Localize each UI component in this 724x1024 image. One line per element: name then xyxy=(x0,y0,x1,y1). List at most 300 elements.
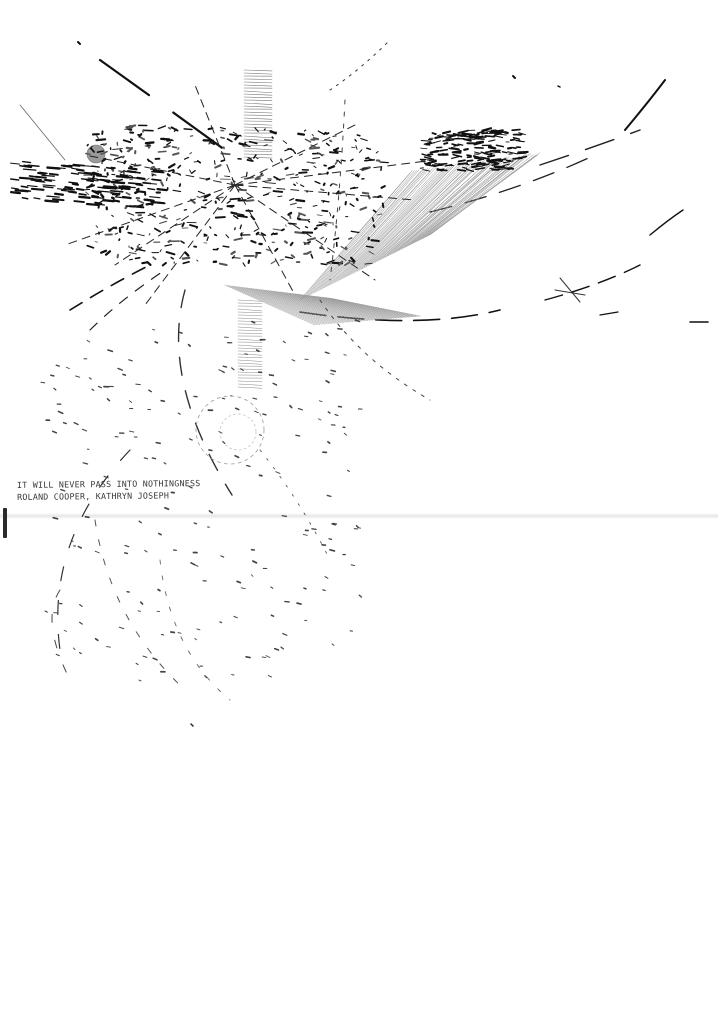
scribble-mark xyxy=(161,182,163,185)
scribble-mark xyxy=(346,247,347,248)
dash-band xyxy=(88,178,97,179)
scatter-dot xyxy=(274,397,277,398)
scribble-mark xyxy=(203,200,206,201)
stray-mark xyxy=(513,76,515,78)
scatter-dot xyxy=(141,602,143,604)
scatter-dot xyxy=(80,605,83,607)
scribble-mark xyxy=(255,128,258,132)
hatch-line xyxy=(238,363,262,364)
scribble-mark xyxy=(280,259,283,260)
scribble-mark xyxy=(307,252,310,254)
scribble-mark xyxy=(167,140,172,141)
scribble-mark xyxy=(317,215,322,216)
dash-band xyxy=(74,201,84,202)
scribble-mark xyxy=(329,166,334,168)
pencil-line xyxy=(20,105,65,160)
hatch-line xyxy=(238,327,262,329)
scribble-mark xyxy=(443,132,450,134)
scatter-dot xyxy=(108,350,112,351)
scribble-mark xyxy=(462,136,469,137)
scribble-mark xyxy=(181,241,184,243)
scribble-mark xyxy=(164,138,165,139)
dash-band xyxy=(153,202,164,203)
scribble-mark xyxy=(272,137,273,138)
dash-band xyxy=(120,188,130,189)
scribble-mark xyxy=(298,218,301,219)
scribble-mark xyxy=(153,257,155,259)
scatter-dot xyxy=(328,412,330,413)
scribble-mark xyxy=(216,217,225,218)
hatch-line xyxy=(244,73,272,74)
dash-band xyxy=(20,178,33,179)
scribble-mark xyxy=(286,174,293,175)
dash-band xyxy=(48,168,60,169)
scribble-mark xyxy=(142,262,147,263)
dash-band xyxy=(148,189,155,190)
scatter-dot xyxy=(197,629,200,630)
dash-band xyxy=(147,200,154,201)
scribble-mark xyxy=(225,176,230,177)
scribble-mark xyxy=(127,213,133,215)
dash-band xyxy=(36,177,46,178)
scribble-mark xyxy=(298,134,304,135)
dash-band xyxy=(137,178,144,179)
scribble-mark xyxy=(286,257,293,258)
scatter-dot xyxy=(332,524,335,525)
scribble-mark xyxy=(282,229,284,230)
scribble-mark xyxy=(321,264,326,265)
scribble-mark xyxy=(184,210,186,211)
scribble-mark xyxy=(467,155,471,156)
hatch-line xyxy=(238,309,262,311)
scatter-dot xyxy=(318,419,321,420)
scribble-mark xyxy=(313,158,320,159)
scribble-mark xyxy=(98,151,104,152)
scribble-mark xyxy=(298,214,299,217)
dash-band xyxy=(11,179,19,180)
scatter-dot xyxy=(257,350,259,351)
scribble-mark xyxy=(87,246,93,248)
scatter-dot xyxy=(136,663,138,664)
scatter-dot xyxy=(64,423,67,424)
scatter-dot xyxy=(332,644,334,646)
scribble-mark xyxy=(285,225,286,227)
scribble-mark xyxy=(113,149,123,150)
scribble-mark xyxy=(123,157,124,158)
hatch-line xyxy=(238,357,262,358)
scatter-dot xyxy=(298,409,302,410)
dash-band xyxy=(122,177,127,178)
hatch-line xyxy=(238,348,262,349)
scribble-mark xyxy=(166,231,169,233)
scribble-mark xyxy=(169,128,171,129)
scribble-mark xyxy=(207,237,208,241)
scatter-dot xyxy=(308,332,311,333)
dash-band xyxy=(42,175,54,176)
scribble-mark xyxy=(308,238,315,240)
scatter-dot xyxy=(253,561,256,563)
scribble-mark xyxy=(198,191,204,193)
scatter-dot xyxy=(325,352,329,353)
scatter-dot xyxy=(331,370,335,371)
scatter-dot xyxy=(180,332,182,333)
scatter-dot xyxy=(219,431,222,433)
scribble-mark xyxy=(333,184,337,185)
scatter-dot xyxy=(251,575,253,577)
scribble-mark xyxy=(454,152,458,153)
dash-band xyxy=(55,194,63,195)
scribble-mark xyxy=(173,153,178,155)
scribble-mark xyxy=(327,252,329,253)
scribble-mark xyxy=(239,190,246,191)
scribble-mark xyxy=(289,213,292,215)
scribble-mark xyxy=(285,241,287,242)
scribble-mark xyxy=(233,132,237,134)
scribble-mark xyxy=(241,176,246,177)
scribble-mark xyxy=(138,244,140,245)
dash-band xyxy=(77,189,84,190)
scribble-mark xyxy=(321,237,324,239)
scribble-mark xyxy=(301,185,304,187)
scatter-dot xyxy=(96,639,98,640)
scribble-mark xyxy=(210,227,211,228)
scribble-mark xyxy=(458,170,465,171)
scan-fold-line xyxy=(0,513,718,519)
scribble-mark xyxy=(112,215,114,216)
scribble-mark xyxy=(475,152,481,154)
scatter-dot xyxy=(297,603,301,604)
scribble-mark xyxy=(351,231,359,232)
dash-band xyxy=(123,197,130,198)
scatter-dot xyxy=(164,463,166,464)
dash-band xyxy=(28,186,38,187)
scribble-mark xyxy=(373,218,374,221)
scribble-mark xyxy=(459,160,465,161)
hatch-line xyxy=(238,318,262,319)
dash-band xyxy=(128,171,136,172)
scatter-dot xyxy=(234,616,237,617)
radial-ray xyxy=(235,185,375,280)
radial-ray xyxy=(235,185,295,295)
scribble-mark xyxy=(447,135,454,136)
scribble-mark xyxy=(130,175,133,176)
scribble-mark xyxy=(486,131,493,132)
scatter-dot xyxy=(255,411,259,412)
sweep-arc xyxy=(600,312,618,315)
scatter-dot xyxy=(266,656,270,658)
scribble-mark xyxy=(314,138,318,139)
dash-band xyxy=(50,174,58,175)
dotted-thread xyxy=(330,40,390,90)
dash-band xyxy=(53,199,64,200)
scribble-mark xyxy=(114,157,122,160)
scatter-dot xyxy=(143,656,147,657)
scribble-mark xyxy=(160,221,167,223)
scribble-mark xyxy=(489,147,495,148)
scribble-mark xyxy=(138,219,143,222)
scribble-mark xyxy=(296,182,297,183)
scribble-mark xyxy=(383,204,384,208)
scribble-mark xyxy=(283,141,287,144)
scatter-dot xyxy=(64,630,66,631)
scribble-mark xyxy=(380,162,388,163)
scatter-dot xyxy=(312,529,316,530)
dash-band xyxy=(12,188,19,189)
scribble-mark xyxy=(227,201,230,203)
scatter-dot xyxy=(268,676,271,677)
scribble-mark xyxy=(87,145,88,146)
scribble-mark xyxy=(318,154,324,155)
scribble-mark xyxy=(249,261,250,263)
scatter-dot xyxy=(323,590,325,591)
dash-band xyxy=(43,185,55,186)
scribble-mark xyxy=(356,174,358,175)
hatch-plane-line xyxy=(302,171,412,299)
sweep-arc xyxy=(90,270,165,330)
scribble-mark xyxy=(438,135,441,136)
dash-band xyxy=(11,192,20,193)
scribble-mark xyxy=(165,245,172,246)
dash-band xyxy=(71,173,78,174)
scribble-mark xyxy=(360,208,366,210)
scatter-dot xyxy=(319,401,322,402)
dash-band xyxy=(32,189,44,190)
dash-band xyxy=(21,186,27,187)
scribble-mark xyxy=(247,200,254,201)
scribble-mark xyxy=(421,140,430,141)
scatter-dot xyxy=(80,653,82,654)
dash-band xyxy=(152,179,161,180)
scatter-dot xyxy=(351,565,354,566)
scribble-mark xyxy=(339,207,340,211)
dash-band xyxy=(97,176,107,177)
dash-band xyxy=(111,191,123,192)
scribble-mark xyxy=(215,161,216,165)
scribble-mark xyxy=(271,260,276,263)
hatch-line xyxy=(238,354,262,355)
scatter-dot xyxy=(222,371,224,372)
scribble-mark xyxy=(351,159,353,160)
scribble-mark xyxy=(215,235,217,236)
hatch-line xyxy=(238,303,262,304)
scribble-mark xyxy=(220,128,225,129)
scatter-dot xyxy=(221,556,224,557)
dash-band xyxy=(11,163,20,164)
scribble-mark xyxy=(230,199,240,200)
scribble-mark xyxy=(197,197,200,198)
scatter-dot xyxy=(276,472,280,474)
dotted-thread xyxy=(330,100,345,280)
hatch-plane-line xyxy=(309,170,419,295)
scatter-dot xyxy=(178,633,181,634)
scatter-dot xyxy=(155,342,157,343)
scribble-mark xyxy=(288,223,296,224)
scatter-dot xyxy=(158,590,160,591)
scribble-mark xyxy=(477,142,483,143)
scribble-mark xyxy=(273,229,281,230)
scribble-mark xyxy=(184,129,192,130)
dash-band xyxy=(129,183,141,184)
dash-band xyxy=(158,189,167,190)
hatch-line xyxy=(244,154,272,155)
scribble-mark xyxy=(376,152,378,153)
pencil-circle xyxy=(196,396,264,464)
hatch-line xyxy=(244,148,272,150)
scribble-mark xyxy=(281,159,282,161)
hatch-plane-line xyxy=(401,158,511,249)
scribble-mark xyxy=(231,213,236,214)
scribble-mark xyxy=(321,246,324,249)
scribble-mark xyxy=(183,258,189,259)
hatch-line xyxy=(244,136,272,138)
hatch-plane-line xyxy=(340,167,450,280)
scatter-dot xyxy=(89,378,91,379)
scribble-mark xyxy=(508,168,511,169)
scribble-mark xyxy=(318,131,323,134)
hatch-line xyxy=(244,91,272,93)
scatter-dot xyxy=(329,539,332,540)
scatter-dot xyxy=(241,588,245,589)
hatch-line xyxy=(238,339,262,341)
scatter-dot xyxy=(178,413,180,414)
hatch-line xyxy=(238,321,262,322)
scribble-mark xyxy=(223,246,229,247)
scribble-mark xyxy=(178,166,180,168)
scribble-mark xyxy=(248,158,252,159)
dash-band xyxy=(62,190,73,191)
scribble-mark xyxy=(160,250,161,252)
scatter-dot xyxy=(125,553,128,554)
scribble-mark xyxy=(299,172,307,173)
scribble-mark xyxy=(136,258,140,259)
scribble-mark xyxy=(185,253,188,256)
scribble-mark xyxy=(432,133,435,134)
scribble-mark xyxy=(363,193,368,194)
scribble-mark xyxy=(163,263,166,265)
sweep-arc xyxy=(100,60,225,150)
scatter-dot xyxy=(149,390,152,392)
scribble-mark xyxy=(96,139,105,140)
scatter-dot xyxy=(161,401,164,402)
scatter-dot xyxy=(290,406,292,408)
scribble-mark xyxy=(291,243,293,245)
scatter-dot xyxy=(95,551,99,553)
scatter-dot xyxy=(195,638,197,639)
scatter-dot xyxy=(252,322,255,323)
scribble-mark xyxy=(192,171,195,174)
scribble-mark xyxy=(310,148,319,149)
scatter-dot xyxy=(236,408,239,409)
scribble-mark xyxy=(439,169,443,170)
scatter-dot xyxy=(118,368,122,370)
scatter-dot xyxy=(80,622,83,624)
scribble-mark xyxy=(131,248,133,249)
scribble-mark xyxy=(327,133,329,134)
hatch-plane-line xyxy=(324,167,434,288)
artwork-caption xyxy=(17,477,201,503)
scatter-dot xyxy=(209,450,212,451)
radial-ray xyxy=(235,125,355,185)
scatter-dot xyxy=(232,368,234,370)
caption-credits: ROLAND COOPER, KATHRYN JOSEPH xyxy=(17,490,170,502)
scribble-mark xyxy=(190,153,192,154)
scan-edge-mark xyxy=(3,508,7,538)
scatter-dot xyxy=(56,654,59,655)
scribble-mark xyxy=(86,154,90,155)
scribble-mark xyxy=(317,225,321,226)
scatter-dot xyxy=(78,547,81,548)
scribble-mark xyxy=(183,262,189,264)
scatter-dot xyxy=(156,443,160,444)
scribble-mark xyxy=(221,137,224,138)
scribble-mark xyxy=(286,168,288,169)
scribble-mark xyxy=(143,130,144,132)
scribble-mark xyxy=(266,183,276,184)
scatter-dot xyxy=(303,534,307,535)
scatter-dot xyxy=(92,389,94,390)
scatter-dot xyxy=(237,581,240,582)
scribble-mark xyxy=(496,145,503,146)
scribble-mark xyxy=(251,241,255,243)
scribble-mark xyxy=(264,140,272,141)
scribble-mark xyxy=(131,139,132,140)
scribble-mark xyxy=(500,134,506,135)
scribble-mark xyxy=(257,175,263,177)
dash-band xyxy=(90,174,101,175)
scribble-mark xyxy=(377,214,382,215)
dash-band xyxy=(134,206,143,207)
scatter-dot xyxy=(263,414,266,415)
scribble-mark xyxy=(374,225,375,227)
scribble-mark xyxy=(221,160,224,161)
scatter-dot xyxy=(330,550,334,551)
scatter-dot xyxy=(304,588,306,589)
scatter-dot xyxy=(159,533,161,534)
scatter-dot xyxy=(292,360,295,361)
scribble-mark xyxy=(293,150,296,153)
scribble-mark xyxy=(330,152,338,153)
scribble-mark xyxy=(324,184,325,185)
dash-band xyxy=(111,193,118,194)
hatch-line xyxy=(238,312,262,313)
scatter-dot xyxy=(144,458,147,459)
scatter-dot xyxy=(82,429,86,431)
scribble-mark xyxy=(371,240,378,241)
sweep-arc xyxy=(545,265,640,300)
scribble-mark xyxy=(312,134,313,136)
scribble-mark xyxy=(256,158,258,159)
scribble-mark xyxy=(243,263,245,266)
sweep-arc xyxy=(650,210,683,235)
scatter-dot xyxy=(119,627,123,628)
dash-band xyxy=(129,168,136,169)
scatter-dot xyxy=(220,622,222,623)
scribble-mark xyxy=(226,235,229,238)
scribble-mark xyxy=(353,188,357,189)
scribble-mark xyxy=(324,222,331,223)
scribble-mark xyxy=(349,238,352,239)
scribble-mark xyxy=(444,143,447,144)
sweep-arc xyxy=(625,80,665,130)
hatch-line xyxy=(244,127,272,128)
scribble-mark xyxy=(488,156,494,157)
scribble-mark xyxy=(264,129,265,130)
scatter-dot xyxy=(205,676,207,678)
scribble-mark xyxy=(453,155,461,157)
dash-band xyxy=(23,169,36,170)
hatch-plane-line xyxy=(344,166,454,278)
scribble-mark xyxy=(167,178,168,181)
